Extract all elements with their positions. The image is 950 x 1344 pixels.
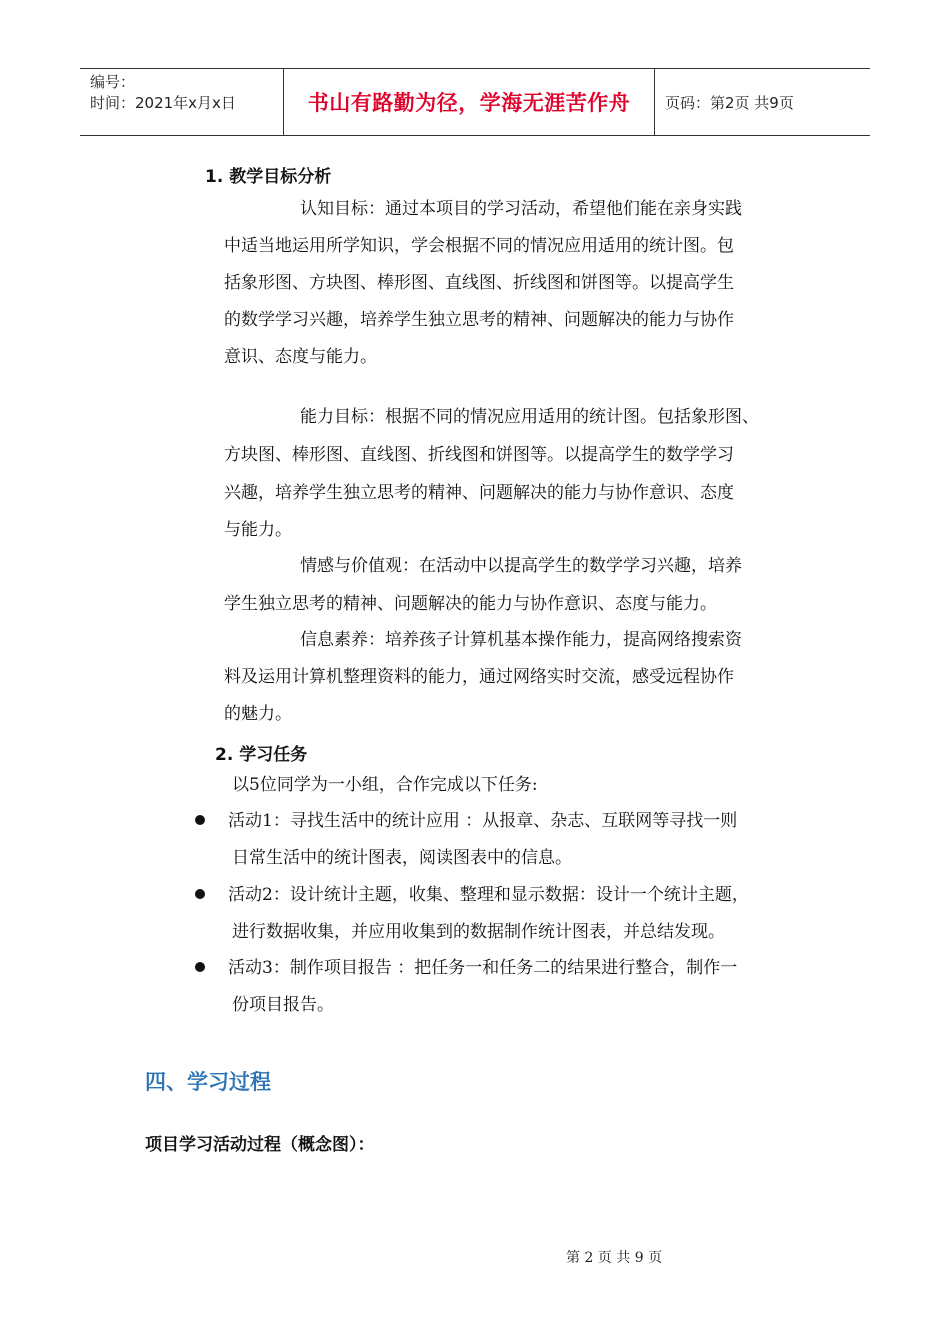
activity-3-line2: 份项目报告。 [232,995,334,1015]
header-page-info: 页码：第2页 共9页 [665,93,794,112]
info-line: 信息素养：培养孩子计算机基本操作能力，提高网络搜索资 [300,630,742,650]
emotion-line: 学生独立思考的精神、问题解决的能力与协作意识、态度与能力。 [224,594,717,614]
header-left [80,69,283,135]
header-middle [283,69,655,135]
cognitive-line: 的数学学习兴趣，培养学生独立思考的精神、问题解决的能力与协作 [224,310,734,330]
section4-heading: 四、学习过程 [145,1070,271,1094]
page-header [80,68,870,136]
emotion-line: 情感与价值观：在活动中以提高学生的数学学习兴趣，培养 [300,556,742,576]
section1-title: 1. 教学目标分析 [205,167,332,187]
activity-3-line1: 活动3：制作项目报告 ：把任务一和任务二的结果进行整合，制作一 [228,958,738,978]
info-line: 料及运用计算机整理资料的能力，通过网络实时交流，感受远程协作 [224,667,734,687]
cognitive-line: 意识、态度与能力。 [224,347,377,367]
activity-1-line2: 日常生活中的统计图表，阅读图表中的信息。 [232,848,572,868]
cognitive-line: 中适当地运用所学知识，学会根据不同的情况应用适用的统计图。包 [224,236,734,256]
cognitive-line: 括象形图、方块图、棒形图、直线图、折线图和饼图等。以提高学生 [224,273,734,293]
bullet-icon [195,889,205,899]
ability-line: 能力目标：根据不同的情况应用适用的统计图。包括象形图、 [300,407,759,427]
info-line: 的魅力。 [224,704,292,724]
bullet-icon [195,962,205,972]
section2-title: 2. 学习任务 [215,745,308,765]
header-motto: 书山有路勤为径，学海无涯苦作舟 [307,91,631,115]
tasks-intro: 以5位同学为一小组，合作完成以下任务: [232,775,538,795]
bullet-icon [195,815,205,825]
ability-line: 与能力。 [224,520,292,540]
ability-line: 兴趣，培养学生独立思考的精神、问题解决的能力与协作意识、态度 [224,483,734,503]
page-footer: 第 2 页 共 9 页 [566,1250,663,1266]
ability-line: 方块图、棒形图、直线图、折线图和饼图等。以提高学生的数学学习 [224,445,734,465]
header-right [655,69,870,135]
number-label: 编号： [90,73,136,91]
activity-2-line2: 进行数据收集，并应用收集到的数据制作统计图表，并总结发现。 [232,922,725,942]
cognitive-line: 认知目标：通过本项目的学习活动，希望他们能在亲身实践 [300,199,742,219]
activity-1-line1: 活动1：寻找生活中的统计应用 ：从报章、杂志、互联网等寻找一则 [228,811,738,831]
time-label: 时间：2021年x月x日 [90,94,236,112]
concept-map-caption: 项目学习活动过程（概念图）： [145,1135,375,1155]
activity-2-line1: 活动2：设计统计主题，收集、整理和显示数据：设计一个统计主题， [228,885,749,905]
